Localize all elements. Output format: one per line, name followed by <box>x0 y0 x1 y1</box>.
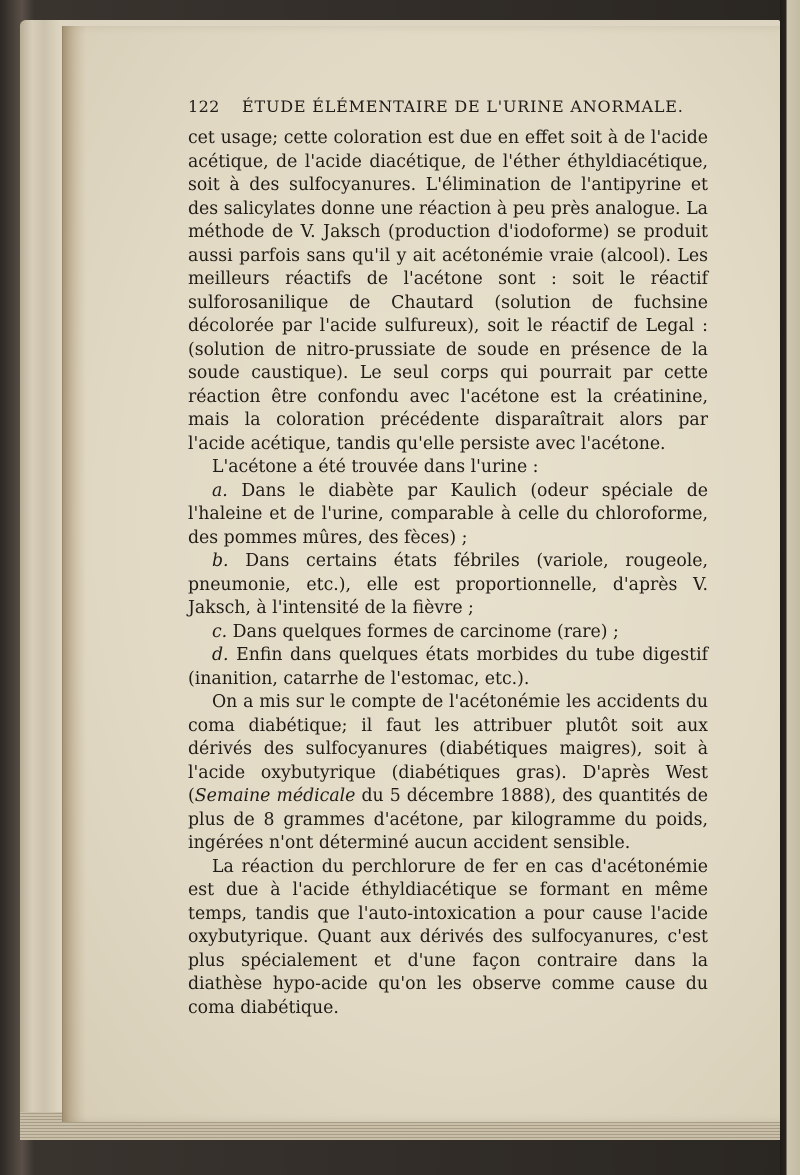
running-title: ÉTUDE ÉLÉMENTAIRE DE L'URINE ANORMALE. <box>242 97 684 116</box>
list-tag: c. <box>212 621 228 642</box>
journal-title: Semaine médicale <box>194 786 356 806</box>
list-item-a <box>188 480 708 551</box>
paragraph-1: cet usage; cette coloration est due en effet soit à de l'acide acétique, de l'acide diacétique, de l'éther éthyldiacétique, soit à des sulfocyanures. L'élimination de l'antipyrine et des salicylates donne une réaction à peu près analogue. La méthode de V. Jaksch (production d'iodoforme) se produit aussi parfois sans qu'il y ait acétonémie vraie (alcool). Les meilleurs réactifs de l'acétone sont : soit le réactif sulforosanilique de Chautard (solution de fuchsine décolorée par l'acide sulfureux), soit le réactif de Legal : (solution de nitro-prussiate de soude en présence de la soude caustique). Le seul corps qui pourrait par cette réaction être confondu avec l'acétone est la créatinine, mais la coloration précédente disparaîtrait alors par l'acide acétique, tandis qu'elle persiste avec l'acétone. <box>188 128 708 454</box>
list-tag: d. <box>212 645 229 665</box>
facing-page-edge <box>780 0 800 1175</box>
list-text: Dans quelques formes de carcinome (rare) ; <box>232 621 619 642</box>
list-text: Dans le diabète par Kaulich (odeur spéciale de l'haleine et de l'urine, comparable à celle du chloroforme, des pommes mûres, des fèces) ; <box>188 480 708 548</box>
paragraph-4: La réaction du perchlorure de fer en cas d'acétonémie est due à l'acide éthyldiacétique se formant en même temps, tandis que l'auto-intoxication a pour cause l'acide oxybutyrique. Quant aux dérivés des sulfocyanures, c'est plus spécialement et d'une façon contraire dans la diathèse hypo-acide qu'on les observe comme cause du coma diabétique. <box>188 856 708 1018</box>
list-item-c <box>188 621 708 645</box>
list-item-b <box>188 550 708 621</box>
paragraph-3-start: On a mis sur le compte de l'acétonémie les accidents du coma diabétique; il faut les attribuer plutôt soit aux dérivés des sulfocyanures (diabétiques maigres), soit à l'acide oxybutyrique (diabétiques gras). D'après West ( <box>188 692 708 806</box>
paragraph-3-end: du 5 décembre 1888), des quantités de plus de 8 grammes d'acétone, par kilogramme du poids, ingérées n'ont déterminé aucun accident sensible. <box>188 786 708 853</box>
list-text: Dans certains états fébriles (variole, rougeole, pneumonie, etc.), elle est proportionnelle, d'après V. Jaksch, à l'intensité de la fièvre ; <box>188 551 708 618</box>
page-text <box>188 95 708 1020</box>
running-head <box>188 95 708 127</box>
list-tag: b. <box>212 551 229 571</box>
list-item-d <box>188 644 708 691</box>
page-number: 122 <box>188 97 220 116</box>
paragraph-2: L'acétone a été trouvée dans l'urine : <box>212 457 539 477</box>
paragraph-3 <box>188 691 708 856</box>
list-tag: a. <box>212 480 228 501</box>
list-text: Enfin dans quelques états morbides du tube digestif (inanition, catarrhe de l'estomac, etc.). <box>188 645 708 689</box>
page-stain <box>62 26 86 1122</box>
